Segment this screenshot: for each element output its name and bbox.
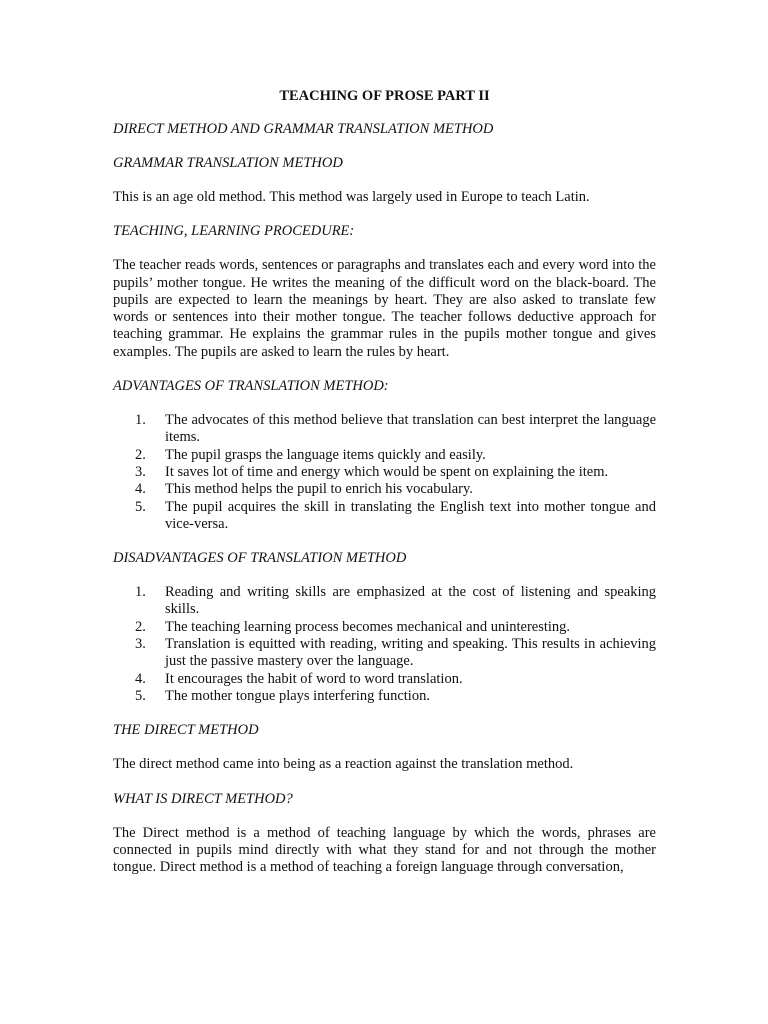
list-item (113, 481, 656, 498)
list-item (113, 447, 656, 464)
heading-direct-method: THE DIRECT METHOD (113, 722, 259, 739)
list-number: 3. (135, 463, 146, 480)
list-text: It saves lot of time and energy which would be spent on explaining the item. (165, 463, 609, 480)
heading-methods: DIRECT METHOD AND GRAMMAR TRANSLATION METHOD (113, 121, 494, 137)
list-text: This method helps the pupil to enrich his vocabulary. (165, 481, 473, 498)
direct-definition-paragraph: The Direct method is a method of teaching language by which the words, phrases are connected in pupils mind directly with what they stand for and not through the mother tongue. Direct method is a method of teaching a foreign language through conversation, (113, 824, 656, 876)
list-item (113, 688, 656, 705)
list-number: 5. (135, 498, 146, 515)
advantages-list (113, 412, 656, 533)
list-item (113, 499, 656, 534)
procedure-paragraph: The teacher reads words, sentences or paragraphs and translates each and every word into the pupils’ mother tongue. He writes the meaning of the difficult word on the black-board. The pupils are expected to learn the meanings by heart. They are also asked to translate few words or sentences into their mother tongue. The teacher follows deductive approach for teaching grammar. He explains the grammar rules in the pupils mother tongue and gives examples. The pupils are asked to learn the rules by heart. (113, 257, 656, 360)
list-number: 5. (135, 687, 146, 704)
list-text: The teaching learning process becomes mechanical and uninteresting. (165, 618, 571, 635)
list-text: The mother tongue plays interfering function. (165, 687, 430, 704)
list-number: 1. (135, 584, 146, 601)
list-text: Translation is equitted with reading, writing and speaking. This results in achieving just the passive mastery over the language. (165, 636, 656, 670)
list-text: The advocates of this method believe that translation can best interpret the language items. (165, 412, 656, 446)
direct-intro-paragraph: The direct method came into being as a reaction against the translation method. (113, 756, 574, 773)
heading-advantages: ADVANTAGES OF TRANSLATION METHOD: (113, 378, 389, 395)
list-number: 4. (135, 481, 146, 498)
page-title: TEACHING OF PROSE PART II (279, 88, 490, 104)
list-number: 2. (135, 618, 146, 635)
list-text: The pupil grasps the language items quickly and easily. (165, 446, 486, 463)
heading-what-is-direct: WHAT IS DIRECT METHOD? (113, 790, 293, 807)
heading-procedure: TEACHING, LEARNING PROCEDURE: (113, 223, 355, 240)
list-item (113, 619, 656, 636)
list-number: 2. (135, 446, 146, 463)
list-item (113, 671, 656, 688)
list-text: The pupil acquires the skill in translating the English text into mother tongue and vice-versa. (165, 498, 656, 532)
heading-grammar-translation: GRAMMAR TRANSLATION METHOD (113, 155, 343, 171)
list-item (113, 464, 656, 481)
heading-disadvantages: DISADVANTAGES OF TRANSLATION METHOD (113, 550, 407, 567)
list-item (113, 412, 656, 447)
list-text: Reading and writing skills are emphasized at the cost of listening and speaking skills. (165, 584, 656, 618)
list-number: 4. (135, 670, 146, 687)
list-number: 1. (135, 412, 146, 429)
intro-paragraph: This is an age old method. This method was largely used in Europe to teach Latin. (113, 189, 590, 205)
list-text: It encourages the habit of word to word translation. (165, 670, 463, 687)
disadvantages-list (113, 584, 656, 705)
list-number: 3. (135, 636, 146, 653)
list-item (113, 636, 656, 671)
list-item (113, 584, 656, 619)
document-page (113, 88, 656, 893)
